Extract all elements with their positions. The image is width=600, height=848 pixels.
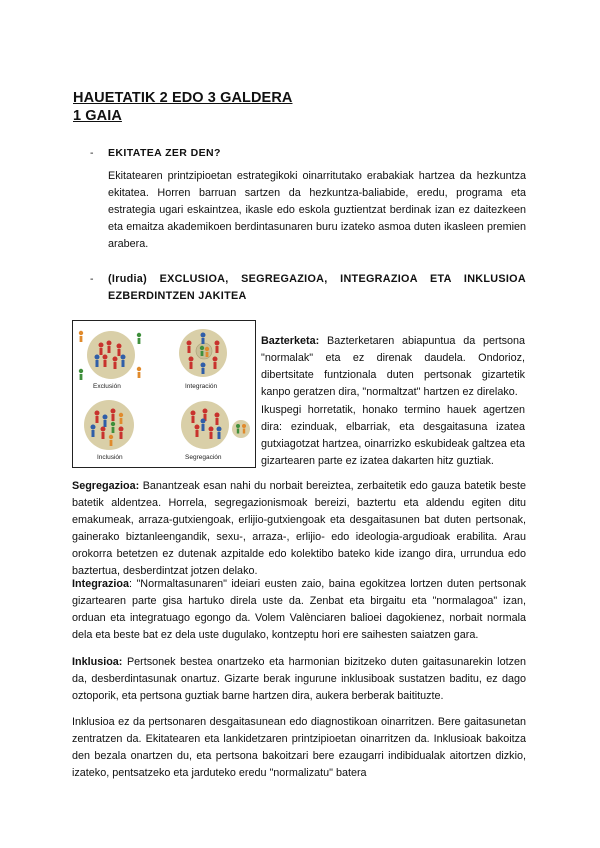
term-integrazioa: Integrazioa bbox=[72, 578, 129, 590]
paragraph-ekitatea: Ekitatearen printzipioetan estrategikoki oinarritutako erabakiak hartzea da hezkuntza ekitatea. Horren barruan sartzen da hezkuntza-baliabide, eredu, programa eta estrategia ugari eskaintzea, ikasle edo eskola guztientzat berdinak izan ez daitezkeen eta emaitza akademikoen berdintasunaren buru izateko asmoa duten ikasleen premien arabera. bbox=[108, 170, 526, 250]
caption-segregation: Segregación bbox=[185, 454, 222, 461]
inclusion-figure bbox=[72, 320, 256, 468]
term-inklusioa: Inklusioa: bbox=[72, 656, 123, 668]
topic-title: 1 GAIA bbox=[73, 108, 122, 124]
paragraph-segregazioa bbox=[72, 478, 526, 580]
paragraph-inklusioa bbox=[72, 654, 526, 705]
caption-exclusion: Exclusión bbox=[93, 383, 121, 390]
heading-text: EXCLUSIOA, SEGREGAZIOA, INTEGRAZIOA ETA INKLUSIOA EZBERDINTZEN JAKITEA bbox=[108, 273, 526, 302]
section-heading-exclusioa bbox=[108, 271, 526, 305]
section-heading-ekitatea: EKITATEA ZER DEN? bbox=[108, 147, 221, 159]
integrazioa-text: : "Normaltasunaren" ideiari eusten zaio, baina egokitzea lortzen duten pertsonak gizartearen parte gisa hartuko direla uste da. Zenbat eta birgaitu eta "normalagoa" izan, orduan eta integratuago egongo da. Volem Valènciaren balioei dagokienez, norbait normala dela eta beste bat ez dela uste dugulako, kontzeptu hori ere saihesten saiatzen gara. bbox=[72, 578, 526, 641]
main-title: HAUETATIK 2 EDO 3 GALDERA bbox=[73, 90, 293, 106]
caption-inclusion: Inclusión bbox=[97, 454, 123, 461]
bullet-dash: - bbox=[90, 273, 94, 285]
integration-illustration bbox=[179, 329, 227, 377]
caption-integration: Integración bbox=[185, 383, 218, 390]
inclusion-illustration bbox=[84, 400, 134, 450]
paragraph-integrazioa bbox=[72, 576, 526, 644]
image-note: (Irudia) bbox=[108, 273, 147, 285]
exclusion-illustration bbox=[79, 331, 141, 380]
paragraph-ikuspegi: Ikuspegi horretatik, honako termino hauek agertzen dira: ezinduak, elbarriak, eta desgaitasuna izatea gutxiagotzat hartzea, oinarrizko eskubideak galtzea eta gizartearen parte ez izatea dakarten hitz guztiak. bbox=[261, 404, 525, 467]
segregation-illustration bbox=[181, 401, 250, 449]
bullet-dash: - bbox=[90, 147, 94, 159]
segregazioa-text: Banantzeak esan nahi du norbait bereiztea, zerbaitetik edo gauza batetik beste batetik aldentzea. Horrela, segregazionismoak bereizi, baztertu eta aldendu egiten ditu emakumeak, arraza-gutxiengoak, erlijio-gutxiengoak eta desgaitasunen bat duten pertsonak, gainerako biztanleengandik, sexu-, arraza-, erlijio- edo ideologia-argudioak erabilita. Arau orokorra betetzen ez dutenak azpitalde edo kolektibo bateko kide izango dira, urrundua edo baztertua, desberdintzat jotzen delako. bbox=[72, 480, 526, 577]
inklusioa-text: Pertsonek bestea onartzeko eta harmonian bizitzeko duten gaitasunarekin lotzen da, desberdintasunak onartuz. Gizarte berak ingurune inklusiboak sustatzen baditu, ez dago oztoporik, eta pertsona guztiak barne hartzen dira, aukera berberak baitituzte. bbox=[72, 656, 526, 702]
term-segregazioa: Segregazioa: bbox=[72, 480, 140, 492]
bazterketa-text: Bazterketaren abiapuntua da pertsona "normalak" eta ez direnak daudela. Ondorioz, dibertsitate funtzionala duten pertsonak gizartetik kanpo geratzen dira, "normaltzat" hartzen ez direlako. bbox=[261, 335, 525, 398]
figure-drawing bbox=[73, 321, 255, 467]
term-bazterketa: Bazterketa: bbox=[261, 335, 320, 347]
paragraph-inklusioa-extended: Inklusioa ez da pertsonaren desgaitasunean edo diagnostikoan oinarritzen. Bere gaitasunetan zentratzen da. Ekitatearen eta lankidetzaren printzipioetan oinarritzen da. Inklusioak bakoitza den bezala onartzen du, eta pertsona bakoitzari bere ezaugarri indibidualak aitortzen dizkio, izateko, pentsatzeko eta jarduteko eredu "normalizatu" batera bbox=[72, 716, 526, 779]
paragraph-bazterketa bbox=[261, 333, 525, 401]
